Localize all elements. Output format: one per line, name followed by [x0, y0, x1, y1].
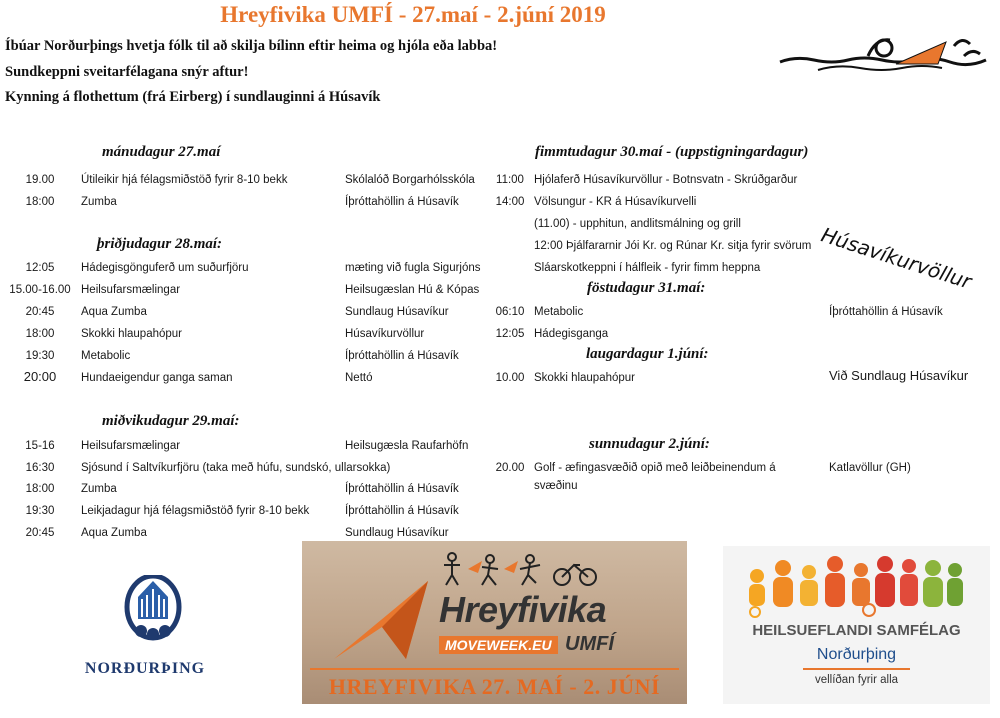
tuesday-time: 20:00 [23, 369, 57, 384]
tuesday-activity: Heilsufarsmælingar [81, 284, 181, 296]
monday-activity: Útileikir hjá félagsmiðstöð fyrir 8-10 bekk [81, 174, 288, 186]
tuesday-activity: Hádegisgönguferð um suðurfjöru [81, 262, 249, 274]
tuesday-activity: Metabolic [81, 350, 131, 362]
tuesday-place: mæting við fugla Sigurjóns [345, 262, 481, 274]
wednesday-place: Íþróttahöllin á Húsavík [345, 483, 459, 495]
intro-line-2: Sundkeppni sveitarfélagana snýr aftur! [5, 64, 249, 80]
monday-time: 18:00 [25, 196, 55, 208]
banner-umfi: UMFÍ [565, 633, 614, 655]
wednesday-time: 19:30 [25, 505, 55, 517]
friday-time: 06:10 [495, 306, 525, 318]
thursday-activity: 12:00 Þjálfararnir Jói Kr. og Rúnar Kr. sitja fyrir svörum [534, 240, 812, 252]
saturday-activity: Skokki hlaupahópur [534, 372, 636, 384]
wednesday-time: 20:45 [25, 527, 55, 539]
wednesday-place: Heilsugæsla Raufarhöfn [345, 440, 469, 452]
wednesday-place: Sundlaug Húsavíkur [345, 527, 449, 539]
tuesday-activity: Skokki hlaupahópur [81, 328, 183, 340]
nordurthing-crest-icon [108, 575, 198, 650]
heilsueflandi-tagline: vellíðan fyrir alla [814, 674, 899, 686]
tuesday-place: Nettó [345, 372, 373, 384]
people-figures-icon [745, 556, 967, 618]
heilsueflandi-subtitle: Norðurþing [816, 646, 897, 663]
wednesday-activity: Sjósund í Saltvíkurfjöru (taka með húfu, sundskó, ullarsokka) [81, 462, 391, 474]
banner-divider [310, 668, 679, 670]
tuesday-time: 18:00 [25, 328, 55, 340]
friday-time: 12:05 [495, 328, 525, 340]
saturday-place: Við Sundlaug Húsavíkur [829, 368, 969, 383]
day-heading-wednesday: miðvikudagur 29.maí: [102, 413, 240, 429]
sunday-time: 20.00 [495, 462, 525, 474]
thursday-activity: (11.00) - upphitun, andlitsmálning og grill [534, 218, 741, 230]
wednesday-activity: Zumba [81, 483, 117, 495]
tuesday-time: 20:45 [25, 306, 55, 318]
tuesday-time: 15.00-16.00 [9, 284, 71, 296]
page-title: Hreyfivika UMFÍ - 27.maí - 2.júní 2019 [220, 2, 606, 27]
friday-place: Íþróttahöllin á Húsavík [829, 306, 943, 318]
banner-moveweek: MOVEWEEK.EU [439, 636, 558, 654]
tuesday-place: Húsavíkurvöllur [345, 328, 425, 340]
wednesday-activity: Heilsufarsmælingar [81, 440, 181, 452]
activity-figures-icon [438, 549, 638, 589]
wednesday-time: 16:30 [25, 462, 55, 474]
tuesday-time: 12:05 [25, 262, 55, 274]
heilsueflandi-divider [803, 668, 910, 670]
wednesday-activity: Leikjadagur hjá félagsmiðstöð fyrir 8-10 bekk [81, 505, 310, 517]
banner-dates: HREYFIVIKA 27. MAÍ - 2. JÚNÍ [328, 674, 661, 699]
wednesday-time: 15-16 [25, 440, 55, 452]
banner-title: Hreyfivika [439, 589, 607, 630]
monday-place: Skólalóð Borgarhólsskóla [345, 174, 475, 186]
sunday-place: Katlavöllur (GH) [829, 462, 911, 474]
thursday-activity: Völsungur - KR á Húsavíkurvelli [534, 196, 697, 208]
thursday-activity: Sláarskotkeppni í hálfleik - fyrir fimm heppna [534, 262, 761, 274]
tuesday-place: Íþróttahöllin á Húsavík [345, 350, 459, 362]
day-heading-friday: föstudagur 31.maí: [587, 280, 706, 296]
tuesday-activity: Aqua Zumba [81, 306, 147, 318]
tuesday-place: Sundlaug Húsavíkur [345, 306, 449, 318]
day-heading-sunday: sunnudagur 2.júní: [589, 436, 710, 452]
venue-script-label: Húsavíkurvöllur [818, 222, 975, 294]
wednesday-time: 18:00 [25, 483, 55, 495]
day-heading-thursday: fimmtudagur 30.maí - (uppstigningardagur) [535, 144, 809, 160]
tuesday-place: Heilsugæslan Hú & Kópas [345, 284, 480, 296]
wednesday-place: Íþróttahöllin á Húsavík [345, 505, 459, 517]
monday-time: 19.00 [25, 174, 55, 186]
day-heading-saturday: laugardagur 1.júní: [586, 346, 709, 362]
intro-line-3: Kynning á flothettum (frá Eirberg) í sundlauginni á Húsavík [5, 89, 381, 105]
monday-activity: Zumba [81, 196, 117, 208]
hreyfivika-banner [302, 541, 687, 704]
thursday-time: 14:00 [495, 196, 525, 208]
heilsueflandi-title: HEILSUEFLANDI SAMFÉLAG [752, 622, 961, 639]
tuesday-time: 19:30 [25, 350, 55, 362]
thursday-time: 11:00 [496, 174, 524, 186]
orange-arrow-logo-icon [332, 579, 432, 661]
intro-line-1: Íbúar Norðurþings hvetja fólk til að skilja bílinn eftir heima og hjóla eða labba! [5, 38, 498, 54]
heilsueflandi-logo [723, 546, 990, 704]
saturday-time: 10.00 [495, 372, 525, 384]
day-heading-tuesday: þriðjudagur 28.maí: [97, 236, 223, 252]
day-heading-monday: mánudagur 27.maí [102, 144, 221, 160]
friday-activity: Metabolic [534, 306, 584, 318]
thursday-activity: Hjólaferð Húsavíkurvöllur - Botnsvatn - Skrúðgarður [534, 174, 798, 186]
monday-place: Íþróttahöllin á Húsavík [345, 196, 459, 208]
nordurthing-logo-text: NORÐURÞING [84, 660, 206, 677]
friday-activity: Hádegisganga [534, 328, 609, 340]
swimmer-logo-icon [778, 30, 990, 78]
tuesday-activity: Hundaeigendur ganga saman [81, 372, 233, 384]
sunday-activity: Golf - æfingasvæðið opið með leiðbeinendum á svæðinu [534, 462, 776, 492]
wednesday-activity: Aqua Zumba [81, 527, 147, 539]
